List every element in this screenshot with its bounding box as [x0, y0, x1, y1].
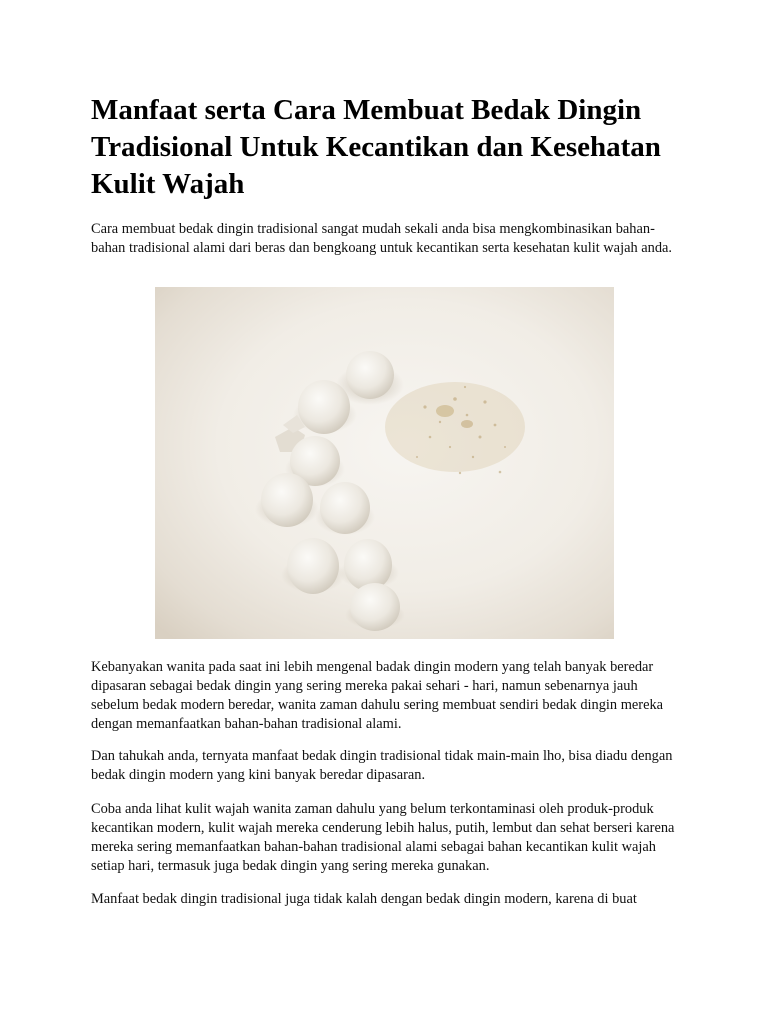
powder-clump	[436, 405, 454, 417]
powder-ball	[298, 380, 350, 434]
body-paragraph: Kebanyakan wanita pada saat ini lebih mengenal badak dingin modern yang telah banyak beredar dipasaran sebagai bedak dingin yang sering mereka pakai sehari - hari, namun sebenarnya jauh sebelum bedak modern beredar, wanita zaman dahulu sering membuat sendiri bedak dingin mereka dengan memanfaatkan bahan-bahan tradisional alami.	[91, 659, 664, 732]
body-paragraph: Manfaat bedak dingin tradisional juga tidak kalah dengan bedak dingin modern, karena di buat	[91, 891, 637, 907]
intro-paragraph: Cara membuat bedak dingin tradisional sangat mudah sekali anda bisa mengkombinasikan bahan-bahan tradisional alami dari beras dan bengkoang untuk kecantikan serta kesehatan kulit wajah anda.	[91, 221, 673, 256]
powder-ball	[350, 583, 400, 631]
powder-ball	[344, 539, 392, 591]
powder-ball	[346, 351, 394, 399]
article-image	[155, 287, 614, 639]
powder-residue	[385, 382, 525, 472]
body-paragraph: Dan tahukah anda, ternyata manfaat bedak dingin tradisional tidak main-main lho, bisa diadu dengan bedak dingin modern yang kini banyak beredar dipasaran.	[91, 748, 673, 783]
powder-ball	[287, 538, 339, 594]
article-title: Manfaat serta Cara Membuat Bedak Dingin Tradisional Untuk Kecantikan dan Kesehatan Kulit Wajah	[91, 94, 661, 200]
powder-ball	[320, 482, 370, 534]
body-paragraph: Coba anda lihat kulit wajah wanita zaman dahulu yang belum terkontaminasi oleh produk-produk kecantikan modern, kulit wajah mereka cenderung lebih halus, putih, lembut dan sehat berseri karena mereka sering memanfaatkan bahan-bahan tradisional alami sebagai bahan kecantikan kulit wajah setiap hari, termasuk juga bedak dingin yang sering mereka gunakan.	[91, 801, 675, 874]
powder-ball	[261, 473, 313, 527]
